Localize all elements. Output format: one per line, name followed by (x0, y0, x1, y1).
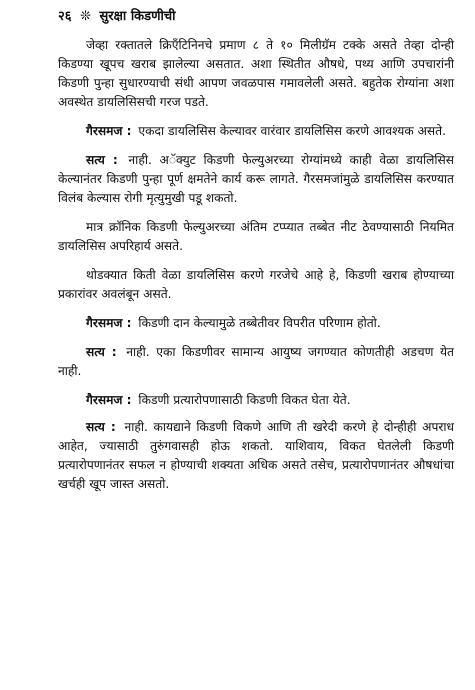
paragraph-text: नाही. अॅक्युट किडणी फेल्युअरच्या रोग्यांमध्ये काही वेळा डायलिसिस केल्यानंतर किडणी पुन्हा पूर्ण क्षमतेने कार्य करू लागते. गैरसमजांमुळे डायलिसिस करण्यात विलंब केल्यास रोगी मृत्युमुखी पडू शकतो. (58, 153, 454, 205)
paragraph-fact-2 (58, 343, 454, 381)
paragraph-chronic (58, 218, 454, 256)
paragraph-text: नाही. कायद्याने किडणी विकणे आणि ती खरेदी करणे हे दोन्हीही अपराध आहेत, ज्यासाठी तुरुंगवासही होऊ शकतो. याशिवाय, विकत घेतलेली किडणी प्रत्यारोपणानंतर सफल न होण्याची शक्यता अधिक असते तसेच, प्रत्यारोपणानंतर औषधांचा खर्चही खूप जास्त असतो. (58, 420, 454, 491)
running-header (58, 6, 180, 24)
paragraph-text: जेव्हा रक्तातले क्रिएँटिनिनचे प्रमाण ८ ते १० मिलीग्रॅम टक्के असते तेव्हा दोन्ही किडण्या खूपच खराब झालेल्या असतात. अशा स्थितीत औषधे, पथ्य आणि उपचारांनी किडणी पुन्हा सुधारण्याची संधी आपण जवळपास गमावलेली असते. बहुतेक रोग्यांना अशा अवस्थेत डायलिसिसची गरज पडते. (58, 38, 454, 109)
paragraph-myth-1 (58, 122, 454, 141)
myth-label: गैरसमज : (86, 124, 132, 138)
paragraph-fact-3 (58, 418, 454, 494)
paragraph-intro (58, 36, 454, 112)
paragraph-text: किडणी दान केल्यामुळे तब्बेतीवर विपरीत परिणाम होतो. (138, 316, 381, 330)
body-text (58, 36, 454, 504)
paragraph-fact-1 (58, 151, 454, 208)
paragraph-text: किडणी प्रत्यारोपणासाठी किडणी विकत घेता येते. (138, 393, 351, 407)
paragraph-myth-3 (58, 391, 454, 410)
myth-label: गैरसमज : (86, 316, 132, 330)
fact-label: सत्य : (86, 153, 118, 167)
myth-label: गैरसमज : (86, 393, 132, 407)
paragraph-text: मात्र क्रॉनिक किडणी फेल्युअरच्या अंतिम टप्प्यात तब्बेत नीट ठेवण्यासाठी नियमित डायलिसिस अपरिहार्य असते. (58, 220, 454, 253)
paragraph-text: थोडक्यात किती वेळा डायलिसिस करणे गरजेचे आहे हे, किडणी खराब होण्याच्या प्रकारांवर अवलंबून असते. (58, 268, 454, 301)
page-number: २६ (58, 9, 72, 24)
paragraph-text: नाही. एका किडणीवर सामान्य आयुष्य जगण्यात कोणतीही अडचण येत नाही. (58, 345, 454, 378)
paragraph-summary (58, 266, 454, 304)
book-title: सुरक्षा किडणीची (99, 9, 176, 24)
paragraph-myth-2 (58, 314, 454, 333)
fact-label: सत्य : (86, 420, 116, 434)
flower-ornament-icon: ❊ (80, 9, 91, 24)
paragraph-text: एकदा डायलिसिस केल्यावर वारंवार डायलिसिस करणे आवश्यक असते. (138, 124, 446, 138)
fact-label: सत्य : (86, 345, 117, 359)
